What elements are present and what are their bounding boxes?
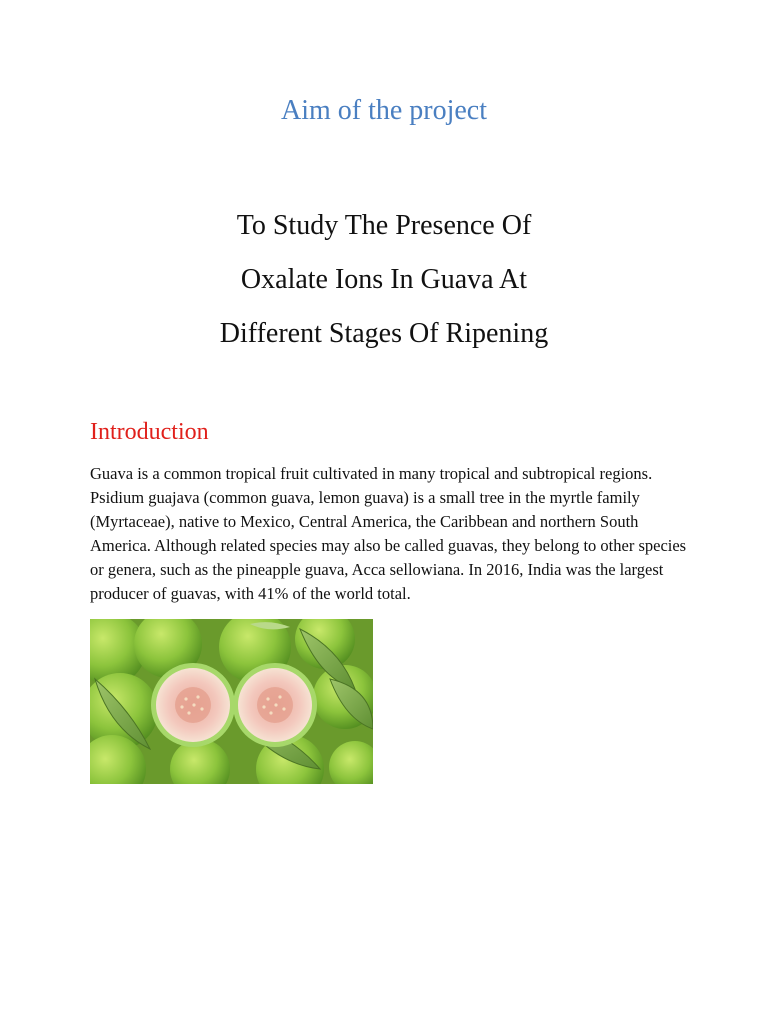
introduction-heading: Introduction [90,419,209,445]
title-line-1: To Study The Presence Of [236,210,532,241]
introduction-paragraph: Guava is a common tropical fruit cultivated in many tropical and subtropical regions. Psidium guajava (common guava, lemon guava) is a small tree in the myrtle family (Myrtaceae), native to Mexico, Central America, the Caribbean and northern South America. Although related species may also be called guavas, they belong to other species or genera, such as the pineapple guava, Acca sellowiana. In 2016, India was the largest producer of guavas, with 41% of the world total. [90,464,687,603]
aim-heading: Aim of the project [280,95,488,126]
title-line-3: Different Stages Of Ripening [219,318,549,349]
title-line-2: Oxalate Ions In Guava At [240,264,528,295]
guava-photo [90,619,373,784]
project-title [0,199,768,361]
